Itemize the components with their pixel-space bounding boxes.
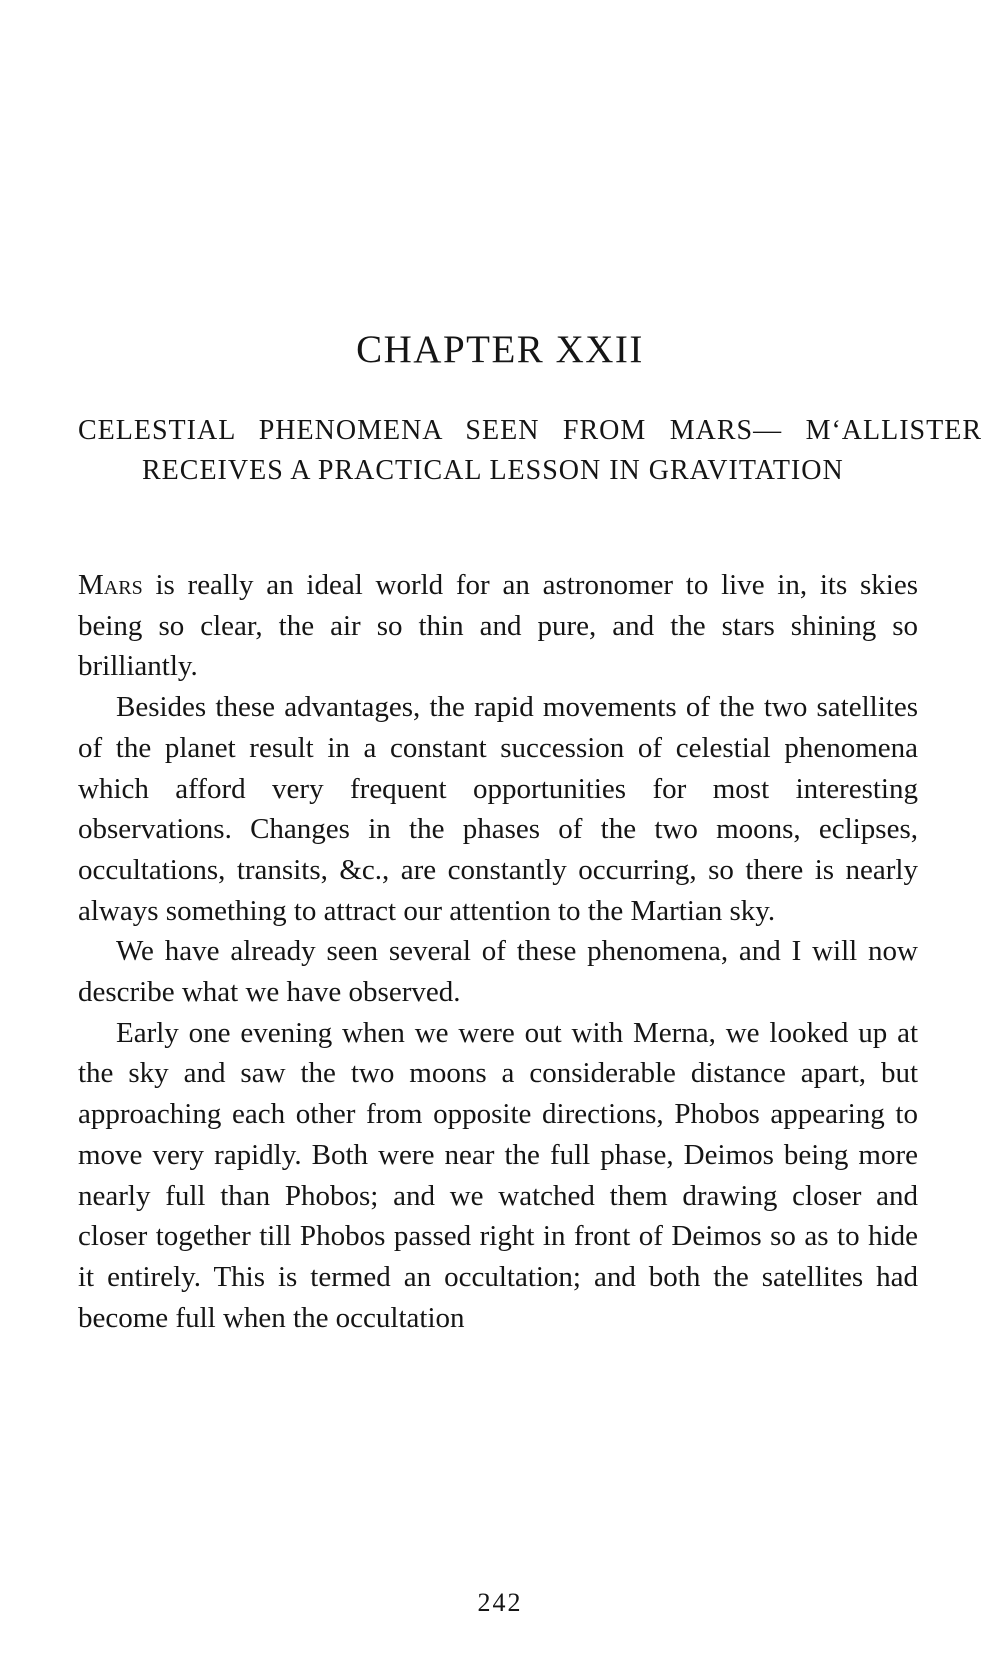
paragraph-text: is really an ideal world for an astronomer to live in, its skies being so clear, the air so thin and pure, and the stars shining so brilliantly.: [78, 569, 918, 683]
page-number: 242: [477, 1588, 523, 1617]
body-text: [78, 565, 918, 1338]
chapter-subtitle: CELESTIAL PHENOMENA SEEN FROM MARS— M‘ALLISTER RECEIVES A PRACTICAL LESSON IN GRAVITATION: [78, 415, 982, 486]
chapter-title: CHAPTER XXII: [356, 328, 644, 371]
paragraph-4: Early one evening when we were out with Merna, we looked up at the sky and saw the two moons a considerable distance apart, but approaching each other from opposite directions, Phobos appearing to move very rapidly. Both were near the full phase, Deimos being more nearly full than Phobos; and we watched them drawing closer and closer together till Phobos passed right in front of Deimos so as to hide it entirely. This is termed an occultation; and both the satellites had become full when the occultation: [78, 1016, 918, 1334]
paragraph-3: We have already seen several of these phenomena, and I will now describe what we have observed.: [78, 935, 918, 1009]
paragraph-2: Besides these advantages, the rapid movements of the two satellites of the planet result in a constant succession of celestial phenomena which afford very frequent opportunities for most interesting observations. Changes in the phases of the two moons, eclipses, occultations, transits, &c., are constantly occurring, so there is nearly always something to attract our attention to the Martian sky.: [78, 691, 918, 927]
paragraph-lead-word: Mars: [78, 569, 143, 601]
paragraph-1: [78, 565, 918, 687]
